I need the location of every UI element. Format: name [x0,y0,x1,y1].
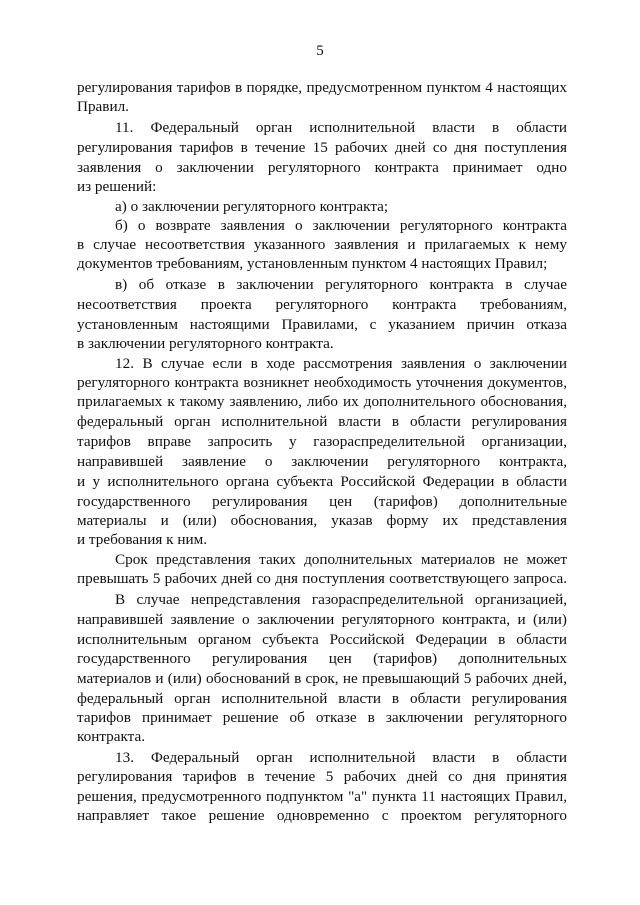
text-line: тарифов принимает решение об отказе в заключении регуляторного [77,709,567,726]
text-line: регулирования тарифов в течение 5 рабочих дней со дня принятия [77,768,567,785]
text-line: федеральный орган исполнительной власти в области регулирования [77,413,567,430]
text-line: материалов и (или) обоснований в срок, не превышающий 5 рабочих дней, [77,670,567,687]
text-line: заявления о заключении регуляторного контракта принимает одно [77,159,567,176]
text-line: государственного регулирования цен (тарифов) дополнительные [77,493,567,510]
text-line: федеральный орган исполнительной власти в области регулирования [77,690,567,707]
text-line: направившей заявление о заключении регуляторного контракта, [77,453,567,470]
text-line: в) об отказе в заключении регуляторного контракта в случае [115,276,567,293]
text-line: тарифов вправе запросить у газораспределительной организации, [77,433,567,450]
text-line: 12. В случае если в ходе рассмотрения заявления о заключении [115,355,567,372]
text-line: в заключении регуляторного контракта. [77,335,334,352]
text-line: В случае непредставления газораспределительной организацией, [115,591,567,608]
text-line: государственного регулирования цен (тарифов) дополнительных [77,650,567,667]
text-line: несоответствия проекта регуляторного контракта требованиям, [77,296,567,313]
text-line: исполнительным органом субъекта Российской Федерации в области [77,631,567,648]
text-line: а) о заключении регуляторного контракта; [115,198,389,215]
text-line: регулирования тарифов в порядке, предусмотренном пунктом 4 настоящих [77,79,567,96]
text-line: и у исполнительного органа субъекта Российской Федерации в области [77,473,567,490]
text-line: превышать 5 рабочих дней со дня поступления соответствующего запроса. [77,570,567,587]
text-line: решения, предусмотренного подпунктом "а" пункта 11 настоящих Правил, [77,788,567,805]
text-line: 13. Федеральный орган исполнительной власти в области [115,749,567,766]
text-line: прилагаемых к такому заявлению, либо их дополнительного обоснования, [77,393,567,410]
text-line: и требования к ним. [77,531,207,548]
text-line: регуляторного контракта возникнет необходимость уточнения документов, [77,374,567,391]
text-line: направляет такое решение одновременно с проектом регуляторного [77,807,567,824]
text-line: в случае несоответствия указанного заявления и прилагаемых к нему [77,236,567,253]
page-number: 5 [316,43,324,59]
text-line: установленным настоящими Правилами, с указанием причин отказа [77,316,567,333]
text-line: направившей заявление о заключении регуляторного контракта, и (или) [77,611,567,628]
text-line: контракта. [77,728,146,745]
text-line: Правил. [77,98,129,115]
text-line: материалы и (или) обоснования, указав форму их представления [77,512,567,529]
text-line: документов требованиям, установленным пунктом 4 настоящих Правил; [77,255,548,272]
text-line: б) о возврате заявления о заключении регуляторного контракта [115,217,567,234]
text-line: регулирования тарифов в течение 15 рабочих дней со дня поступления [77,139,567,156]
text-line: из решений: [77,178,157,195]
text-line: 11. Федеральный орган исполнительной власти в области [115,119,567,136]
text-line: Срок представления таких дополнительных материалов не может [115,551,567,568]
